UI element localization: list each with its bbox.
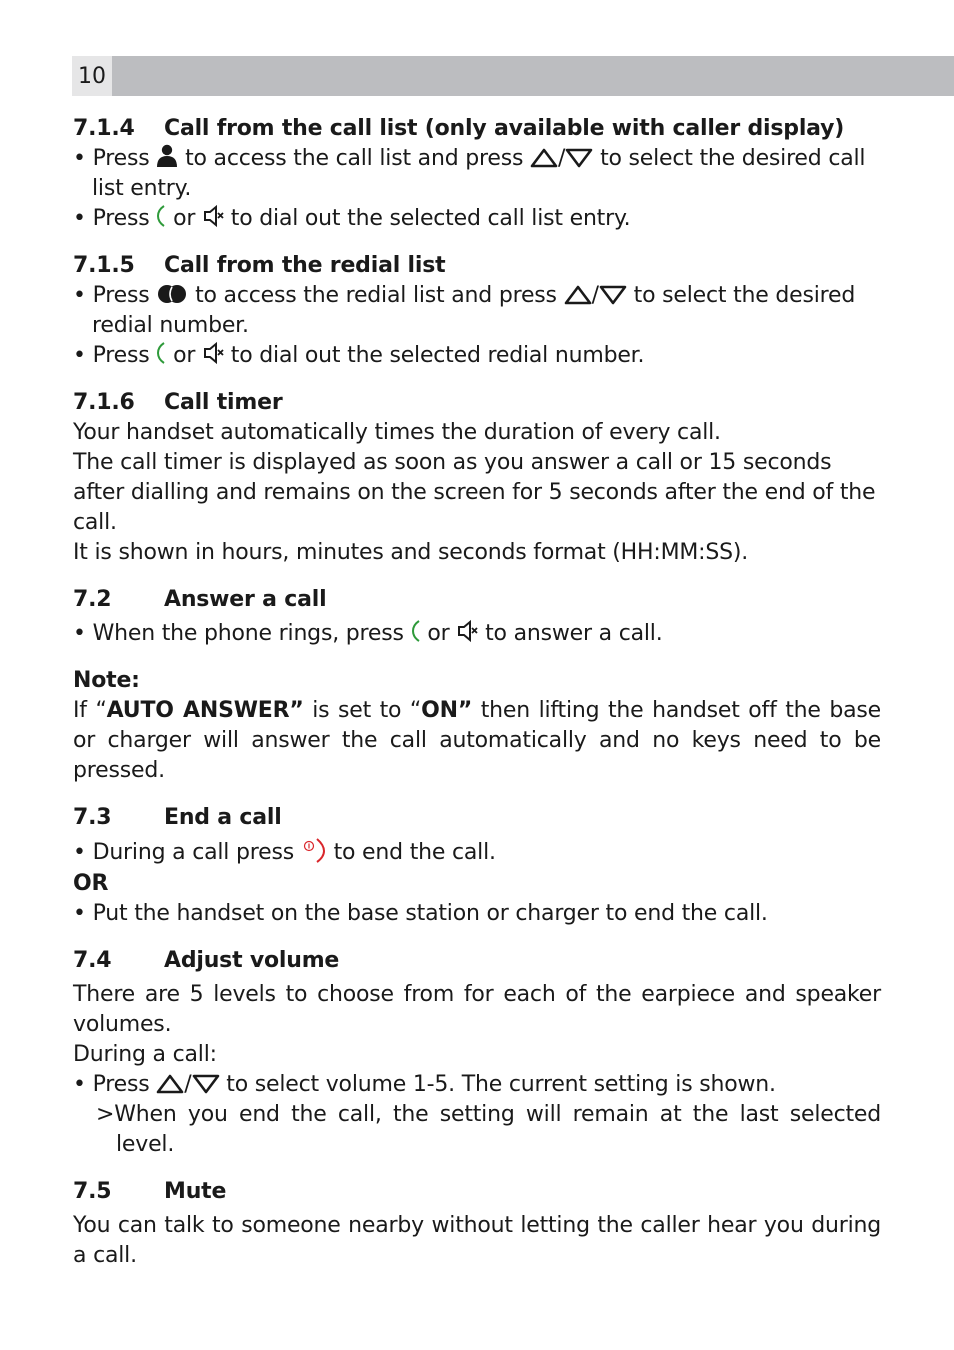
speaker-icon bbox=[456, 619, 478, 649]
section-title-7-4 bbox=[73, 946, 881, 976]
paragraph: There are 5 levels to choose from for each of the earpiece and speaker volumes. bbox=[73, 982, 881, 1037]
note-setting-value: ON” bbox=[421, 698, 473, 723]
list-item: • Press to access the call list and press / to select the desired call list entry. bbox=[73, 146, 866, 201]
talk-key-icon bbox=[156, 341, 166, 371]
section-title-7-1-5 bbox=[73, 251, 881, 281]
section-heading: Call from the call list (only available with caller display) bbox=[164, 116, 845, 141]
item-text: to access the call list and press bbox=[185, 146, 524, 171]
section-title-7-1-4 bbox=[73, 114, 881, 144]
up-arrow-icon bbox=[530, 144, 558, 174]
section-number: 7.1.5 bbox=[73, 253, 135, 278]
item-text: to answer a call. bbox=[485, 621, 663, 646]
item-text: to dial out the selected redial number. bbox=[230, 343, 645, 368]
page-content bbox=[73, 114, 881, 1271]
paragraph: The call timer is displayed as soon as you answer a call or 15 seconds after dialling and remains on the screen for 5 seconds after the end of the call. bbox=[73, 450, 876, 535]
speaker-icon bbox=[202, 204, 224, 234]
note-setting-name: AUTO ANSWER” bbox=[106, 698, 304, 723]
note-text-part: If “ bbox=[73, 698, 107, 723]
list-item: • Press to access the redial list and press / to select the desired redial number. bbox=[73, 283, 856, 338]
item-text: to dial out the selected call list entry. bbox=[230, 206, 631, 231]
item-text: or bbox=[173, 343, 196, 368]
section-number: 7.1.6 bbox=[73, 390, 135, 415]
item-text: to end the call. bbox=[333, 840, 496, 865]
section-number: 7.4 bbox=[73, 948, 112, 973]
person-icon bbox=[156, 144, 178, 174]
item-text: to access the redial list and press bbox=[195, 283, 557, 308]
page-number: 10 bbox=[72, 56, 112, 96]
section-heading: End a call bbox=[164, 805, 282, 830]
section-title-7-5 bbox=[73, 1177, 881, 1207]
section-title-7-1-6 bbox=[73, 388, 881, 418]
item-text: Press bbox=[92, 146, 150, 171]
item-text: to select the desired call list entry. bbox=[92, 146, 866, 201]
list-item: • Press / to select volume 1-5. The current setting is shown. bbox=[73, 1070, 881, 1100]
item-text: Press bbox=[92, 343, 150, 368]
or-label: OR bbox=[73, 871, 109, 896]
list-item: • Put the handset on the base station or charger to end the call. bbox=[73, 901, 768, 926]
item-text: to select the desired redial number. bbox=[92, 283, 856, 338]
redial-key-icon bbox=[156, 281, 188, 311]
item-text: Press bbox=[92, 206, 150, 231]
header-bar bbox=[72, 56, 954, 96]
down-arrow-icon bbox=[565, 144, 593, 174]
section-heading: Call from the redial list bbox=[164, 253, 446, 278]
list-item: • When the phone rings, press or to answer a call. bbox=[73, 619, 881, 649]
section-number: 7.2 bbox=[73, 587, 112, 612]
item-text: Put the handset on the base station or charger to end the call. bbox=[92, 901, 768, 926]
note-text bbox=[73, 696, 881, 786]
section-title-7-3 bbox=[73, 803, 881, 833]
section-title-7-2 bbox=[73, 585, 881, 615]
item-text: During a call press bbox=[92, 840, 294, 865]
up-arrow-icon bbox=[564, 281, 592, 311]
section-heading: Adjust volume bbox=[164, 948, 340, 973]
section-heading: Answer a call bbox=[164, 587, 327, 612]
note-title: Note: bbox=[73, 668, 140, 693]
note-text-part: then lifting the handset off the base or charger will answer the call automatically and no keys need to be pressed. bbox=[73, 698, 881, 783]
section-heading: Mute bbox=[164, 1179, 227, 1204]
up-arrow-icon bbox=[156, 1070, 184, 1100]
paragraph: During a call: bbox=[73, 1042, 217, 1067]
section-number: 7.5 bbox=[73, 1179, 112, 1204]
section-heading: Call timer bbox=[164, 390, 283, 415]
end-key-icon bbox=[301, 837, 327, 869]
list-item: • Press or to dial out the selected redial number. bbox=[73, 341, 881, 371]
item-text: Press bbox=[92, 283, 150, 308]
paragraph: Your handset automatically times the duration of every call. bbox=[73, 420, 721, 445]
section-number: 7.3 bbox=[73, 805, 112, 830]
paragraph: It is shown in hours, minutes and seconds format (HH:MM:SS). bbox=[73, 540, 749, 565]
item-text: to select volume 1-5. The current setting is shown. bbox=[226, 1072, 776, 1097]
sub-list-item: >When you end the call, the setting will remain at the last selected level. bbox=[96, 1102, 881, 1157]
note-text-part: is set to “ bbox=[303, 698, 422, 723]
item-text: or bbox=[427, 621, 450, 646]
item-text: When you end the call, the setting will remain at the last selected level. bbox=[114, 1102, 881, 1157]
paragraph: You can talk to someone nearby without letting the caller hear you during a call. bbox=[73, 1213, 881, 1268]
item-text: When the phone rings, press bbox=[92, 621, 404, 646]
talk-key-icon bbox=[156, 204, 166, 234]
down-arrow-icon bbox=[599, 281, 627, 311]
section-number: 7.1.4 bbox=[73, 116, 135, 141]
list-item: • During a call press to end the call. bbox=[73, 837, 881, 869]
item-text: Press bbox=[92, 1072, 150, 1097]
item-text: or bbox=[173, 206, 196, 231]
list-item: • Press or to dial out the selected call list entry. bbox=[73, 204, 881, 234]
down-arrow-icon bbox=[192, 1070, 220, 1100]
speaker-icon bbox=[202, 341, 224, 371]
talk-key-icon bbox=[411, 619, 421, 649]
